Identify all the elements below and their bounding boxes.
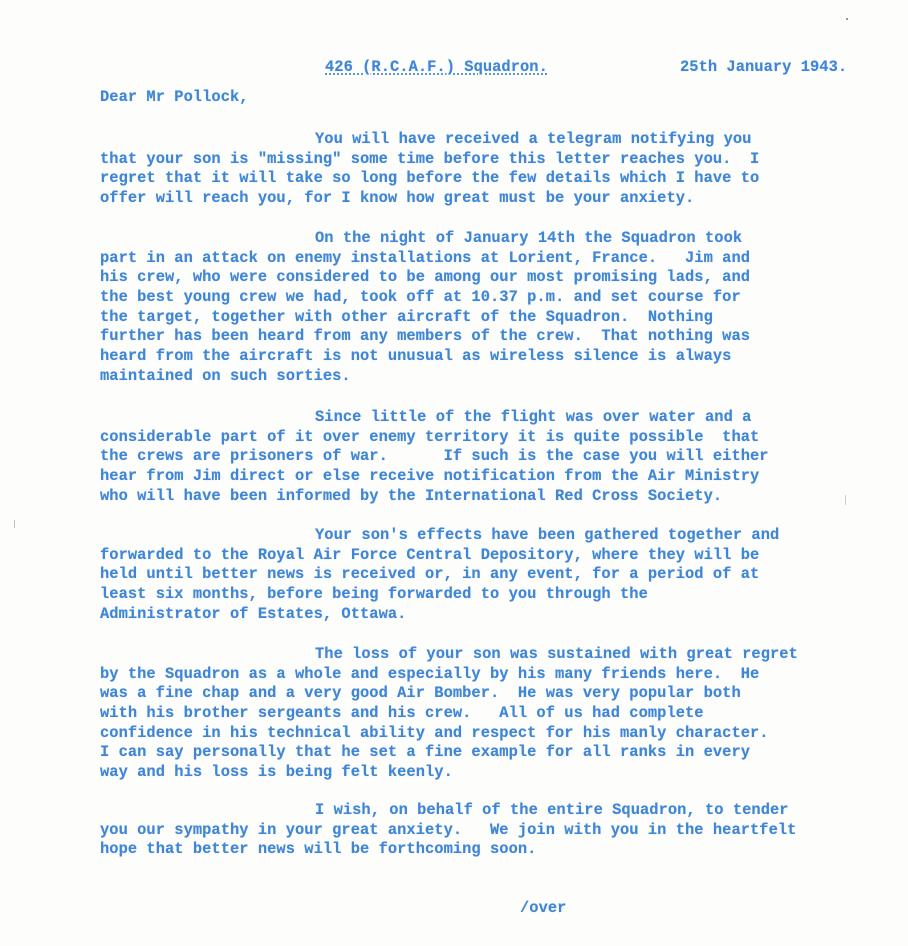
text-line: further has been heard from any members of the crew. That nothing was <box>100 327 751 346</box>
text-line: the crews are prisoners of war. If such is the case you will either <box>100 447 769 466</box>
text-line: Administrator of Estates, Ottawa. <box>100 604 407 623</box>
paragraph-prisoners <box>100 408 769 506</box>
text-line: forwarded to the Royal Air Force Central Depository, where they will be <box>100 545 760 564</box>
paper-speck <box>846 18 848 20</box>
text-line: I can say personally that he set a fine example for all ranks in every <box>100 743 751 762</box>
text-line: The loss of your son was sustained with great regret <box>315 645 798 663</box>
text-line: was a fine chap and a very good Air Bomber. He was very popular both <box>100 684 741 703</box>
text-line: who will have been informed by the International Red Cross Society. <box>100 486 723 505</box>
text-line: the best young crew we had, took off at 10.37 p.m. and set course for <box>100 288 741 307</box>
text-line: On the night of January 14th the Squadron took <box>315 229 743 247</box>
text-line: hear from Jim direct or else receive notification from the Air Ministry <box>100 467 760 486</box>
text-line: regret that it will take so long before the few details which I have to <box>100 169 760 188</box>
text-line: with his brother sergeants and his crew. All of us had complete <box>100 704 704 723</box>
letter-date: 25th January 1943. <box>680 58 848 76</box>
continuation-mark: /over <box>520 899 567 917</box>
text-line: way and his loss is being felt keenly. <box>100 763 453 782</box>
paragraph-telegram <box>100 130 759 209</box>
text-line: that your son is "missing" some time before this letter reaches you. I <box>100 149 760 168</box>
text-line: I wish, on behalf of the entire Squadron, to tender <box>315 801 789 819</box>
text-line: Since little of the flight was over water and a <box>315 408 752 426</box>
paragraph-sympathy <box>100 801 796 860</box>
text-line: offer will reach you, for I know how great must be your anxiety. <box>100 189 695 208</box>
text-line: his crew, who were considered to be among our most promising lads, and <box>100 268 751 287</box>
text-line: You will have received a telegram notifying you <box>315 130 752 148</box>
paper-speck <box>14 520 15 528</box>
paragraph-attack <box>100 229 750 387</box>
paragraph-loss <box>100 645 798 783</box>
text-line: held until better news is received or, in any event, for a period of at <box>100 565 760 584</box>
text-line: least six months, before being forwarded to you through the <box>100 585 648 604</box>
text-line: part in an attack on enemy installations at Lorient, France. Jim and <box>100 248 751 267</box>
paper-speck <box>845 495 846 505</box>
paragraph-effects <box>100 526 779 624</box>
text-line: maintained on such sorties. <box>100 366 351 385</box>
text-line: by the Squadron as a whole and especially by his many friends here. He <box>100 664 760 683</box>
text-line: confidence in his technical ability and respect for his manly character. <box>100 723 769 742</box>
text-line: hope that better news will be forthcoming soon. <box>100 840 537 859</box>
text-line: heard from the aircraft is not unusual as wireless silence is always <box>100 347 732 366</box>
text-line: the target, together with other aircraft of the Squadron. Nothing <box>100 307 713 326</box>
squadron-heading: 426 (R.C.A.F.) Squadron. <box>325 58 548 76</box>
text-line: considerable part of it over enemy territory it is quite possible that <box>100 427 760 446</box>
salutation: Dear Mr Pollock, <box>100 88 249 106</box>
text-line: Your son's effects have been gathered together and <box>315 526 780 544</box>
text-line: you our sympathy in your great anxiety. We join with you in the heartfelt <box>100 820 797 839</box>
